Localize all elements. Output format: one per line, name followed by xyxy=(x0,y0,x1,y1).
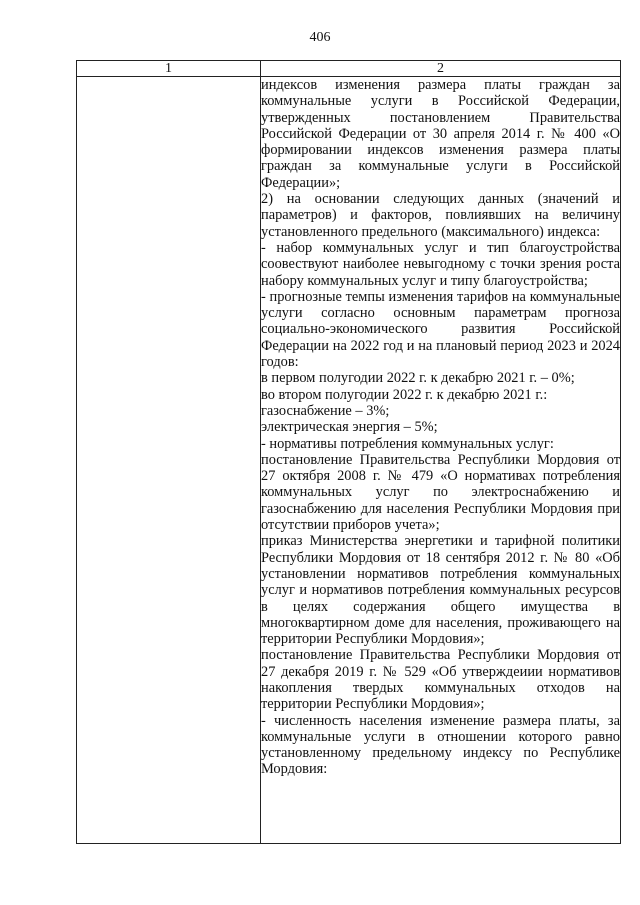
paragraph: электрическая энергия – 5%; xyxy=(261,419,438,436)
paragraph: - численность населения изменение размера платы, за коммунальные услуги в отношении которого равно установленному предельному индексу по Республике Мордовия: xyxy=(261,712,620,778)
paragraph: во втором полугодии 2022 г. к декабрю 2021 г.: xyxy=(261,386,548,403)
paragraph: постановление Правительства Республики Мордовия от 27 октября 2008 г. № 479 «О нормативах потребления коммунальных услуг по электроснабжению и газоснабжению для населения Республики Мордовия при отсутствии приборов учета»; xyxy=(261,451,620,534)
document-table xyxy=(76,60,621,844)
paragraph: индексов изменения размера платы граждан за коммунальные услуги в Российской Федерации, утвержденных постановлением Правительства Российской Федерации от 30 апреля 2014 г. № 400 «О формировании индексов изменения размера платы граждан за коммунальные услуги в Российской Федерации»; xyxy=(261,77,620,191)
paragraph: - набор коммунальных услуг и тип благоустройства соовествуют наиболее невыгодному с точки зрения роста набору коммунальных услуг и типу благоустройства; xyxy=(261,239,620,289)
paragraph: - прогнозные темпы изменения тарифов на коммунальные услуги согласно основным параметрам прогноза социально-экономического развития Российской Федерации на 2022 год и на плановый период 2023 и 2024 годов: xyxy=(261,288,620,371)
paragraph: 2) на основании следующих данных (значений и параметров) и факторов, повлиявших на величину установленного предельного (максимального) индекса: xyxy=(261,191,620,240)
column-header-2: 2 xyxy=(261,61,621,77)
column-1-cell xyxy=(77,77,261,844)
paragraph: приказ Министерства энергетики и тарифной политики Республики Мордовия от 18 сентября 2012 г. № 80 «Об установлении нормативов потребления коммунальных услуг и нормативов потребления коммунальных ресурсов в целях содержания общего имущества в многоквартирном доме для населения, проживающего на территории Республики Мордовия»; xyxy=(261,533,620,648)
paragraph: газоснабжение – 3%; xyxy=(261,402,390,419)
column-header-1: 1 xyxy=(77,61,261,77)
column-2-cell xyxy=(261,77,621,844)
page-number: 406 xyxy=(309,30,331,45)
paragraph: - нормативы потребления коммунальных услуг: xyxy=(261,435,554,452)
paragraph: в первом полугодии 2022 г. к декабрю 2021 г. – 0%; xyxy=(261,370,575,387)
table-header-row xyxy=(77,61,621,77)
table-row xyxy=(77,77,621,844)
paragraph: постановление Правительства Республики Мордовия от 27 декабря 2019 г. № 529 «Об утверждеиии нормативов накопления твердых коммунальных отходов на территории Республики Мордовия»; xyxy=(261,647,620,713)
